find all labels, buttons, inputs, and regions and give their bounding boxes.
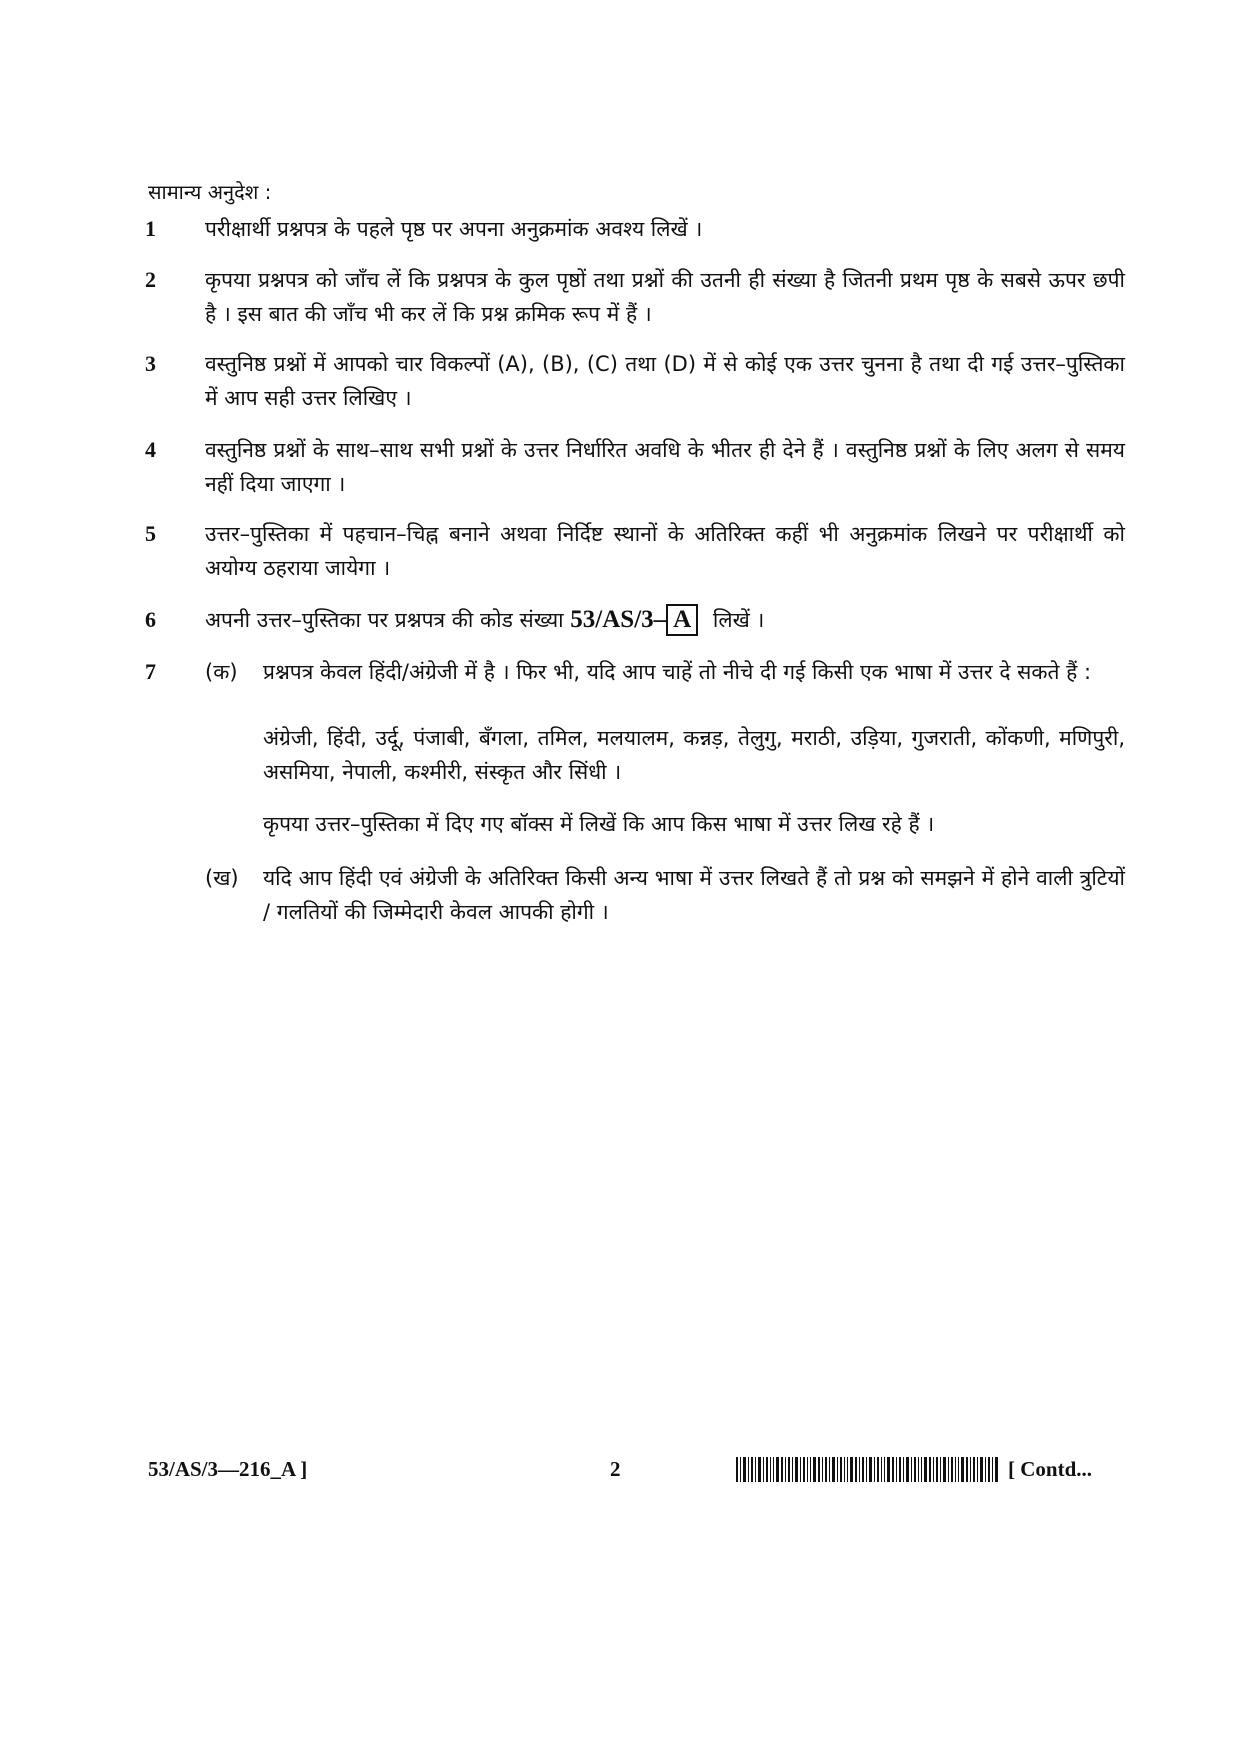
- language-list: अंग्रेजी, हिंदी, उर्दू, पंजाबी, बँगला, तमिल, मलयालम, कन्नड़, तेलुगु, मराठी, उड़िया, गुजराती, कोंकणी, मणिपुरी, असमिया, नेपाली, कश्मीरी, संस्कृत और सिंधी ।: [263, 726, 1125, 784]
- item-text: कृपया प्रश्नपत्र को जाँच लें कि प्रश्नपत्र के कुल पृष्ठों तथा प्रश्नों की उतनी ही संख्या है जितनी प्रथम पृष्ठ के सबसे ऊपर छपी है । इस बात की जाँच भी कर लें कि प्रश्न क्रमिक रूप में हैं ।: [205, 268, 1125, 326]
- footer-paper-code: 53/AS/3—216_A ]: [148, 1457, 308, 1481]
- instruction-item-3: [145, 347, 1125, 415]
- page-number: 2: [610, 1457, 621, 1481]
- continued-label: [ Contd...: [1008, 1457, 1093, 1481]
- item-text: [205, 603, 1125, 637]
- instruction-item-6: [145, 603, 1125, 637]
- item-number: 7: [145, 659, 156, 684]
- paper-set-box: A: [666, 604, 698, 636]
- sub-item-marker: (क): [205, 660, 238, 684]
- sub-item-marker: (ख): [205, 866, 239, 890]
- instruction-item-5: [145, 517, 1125, 585]
- general-instructions-heading: सामान्य अनुदेश :: [148, 180, 272, 204]
- item-text: उत्तर–पुस्तिका में पहचान–चिह्न बनाने अथवा निर्दिष्ट स्थानों के अतिरिक्त कहीं भी अनुक्रमांक लिखने पर परीक्षार्थी को अयोग्य ठहराया जायेगा ।: [205, 522, 1125, 580]
- item-text-before: अपनी उत्तर–पुस्तिका पर प्रश्नपत्र की कोड संख्या: [205, 608, 564, 632]
- language-box-note: कृपया उत्तर–पुस्तिका में दिए गए बॉक्स में लिखें कि आप किस भाषा में उत्तर लिख रहे हैं ।: [263, 812, 935, 836]
- item-number: 1: [145, 216, 156, 241]
- item-number: 3: [145, 351, 156, 376]
- item-text-after: लिखें ।: [712, 608, 765, 632]
- sub-item-text: यदि आप हिंदी एवं अंग्रेजी के अतिरिक्त किसी अन्य भाषा में उत्तर लिखते हैं तो प्रश्न को समझने में होने वाली त्रुटियों / गलतियों की जिम्मेदारी केवल आपकी होगी ।: [263, 866, 1125, 924]
- question-paper-code: 53/AS/3–: [570, 606, 667, 633]
- sub-item-text: प्रश्नपत्र केवल हिंदी/अंग्रेजी में है । फिर भी, यदि आप चाहें तो नीचे दी गई किसी एक भाषा में उत्तर दे सकते हैं :: [263, 660, 1092, 684]
- item-text: परीक्षार्थी प्रश्नपत्र के पहले पृष्ठ पर अपना अनुक्रमांक अवश्य लिखें ।: [205, 217, 703, 241]
- item-number: 5: [145, 521, 156, 546]
- sub-item-b: [145, 861, 1125, 929]
- item-number: 4: [145, 437, 156, 462]
- item-text: वस्तुनिष्ठ प्रश्नों के साथ–साथ सभी प्रश्नों के उत्तर निर्धारित अवधि के भीतर ही देने हैं । वस्तुनिष्ठ प्रश्नों के लिए अलग से समय नहीं दिया जाएगा ।: [205, 438, 1125, 496]
- barcode-icon: [736, 1457, 998, 1482]
- instruction-item-2: [145, 263, 1125, 331]
- item-number: 2: [145, 267, 156, 292]
- sub-item-a: [145, 655, 1125, 689]
- instruction-item-7: [145, 655, 1125, 929]
- item-number: 6: [145, 607, 156, 632]
- instruction-item-4: [145, 433, 1125, 501]
- instruction-item-1: [145, 212, 1125, 246]
- item-text: वस्तुनिष्ठ प्रश्नों में आपको चार विकल्पों (A), (B), (C) तथा (D) में से कोई एक उत्तर चुनना है तथा दी गई उत्तर–पुस्तिका में आप सही उत्तर लिखिए ।: [205, 352, 1125, 410]
